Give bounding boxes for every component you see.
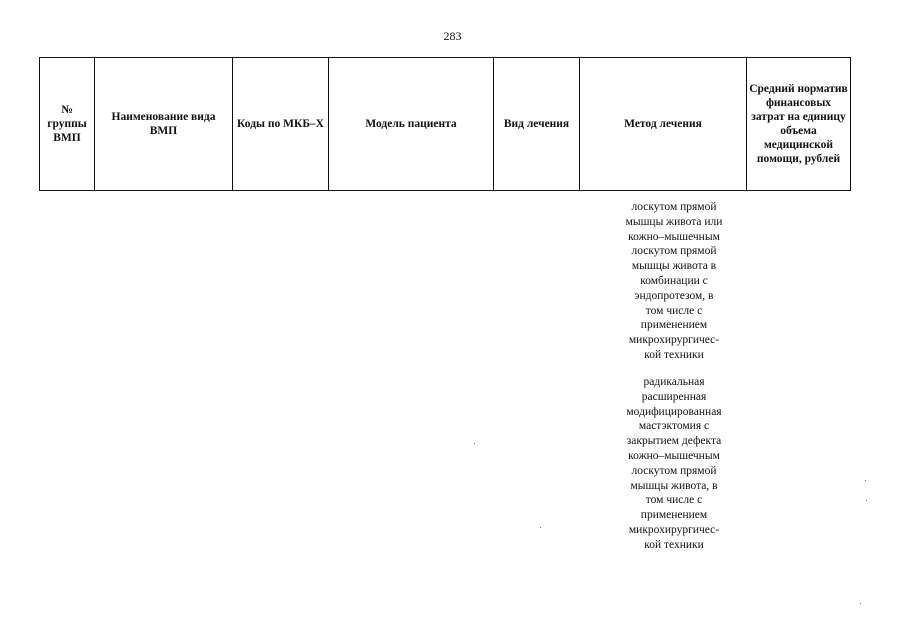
method-line: мышцы живота или <box>625 215 723 228</box>
method-line: эндопротезом, в <box>634 289 714 302</box>
method-line: модифицированная <box>626 405 722 418</box>
method-line: расширенная <box>641 390 707 403</box>
method-line: мышцы живота в <box>631 260 717 273</box>
scan-speck <box>866 500 867 501</box>
method-line: применением <box>640 319 708 332</box>
scan-speck <box>474 443 475 444</box>
method-line: кожно–мышечным <box>628 449 720 462</box>
page-number: 283 <box>443 29 462 43</box>
method-line: применением <box>640 509 708 522</box>
method-line: микрохирургичес- <box>628 334 720 347</box>
method-entry <box>614 375 734 553</box>
method-line: лоскутом прямой <box>631 201 717 213</box>
col-vmp-name: Наименование вида ВМП <box>95 58 233 191</box>
method-line: закрытием дефекта <box>626 435 722 448</box>
method-line: радикальная <box>643 376 705 388</box>
method-line: кой техники <box>644 538 704 551</box>
method-line: лоскутом прямой <box>631 464 717 477</box>
scan-speck <box>860 603 861 604</box>
method-line: мышцы живота, в <box>630 479 718 492</box>
method-line: том числе с <box>645 304 703 317</box>
col-patient-model: Модель пациента <box>329 58 494 191</box>
method-line: микрохирургичес- <box>628 523 720 536</box>
header-table <box>39 57 851 191</box>
method-entry <box>614 200 734 363</box>
col-treatment-method: Метод лечения <box>580 58 747 191</box>
col-average-cost: Средний норматив финансовых затрат на единицу объема медицинской помощи, рублей <box>747 58 851 191</box>
method-line: кой техники <box>644 348 704 361</box>
method-line: лоскутом прямой <box>631 245 717 258</box>
col-group-number: № группы ВМП <box>40 58 95 191</box>
method-line: том числе с <box>645 494 703 507</box>
scan-speck <box>865 480 866 481</box>
method-line: комбинации с <box>640 274 708 287</box>
col-icd-codes: Коды по МКБ–Х <box>233 58 329 191</box>
method-line: кожно–мышечным <box>628 230 720 243</box>
scan-speck <box>540 527 541 528</box>
method-line: мастэктомия с <box>638 420 710 433</box>
header-row <box>40 58 851 191</box>
col-treatment-type: Вид лечения <box>494 58 580 191</box>
